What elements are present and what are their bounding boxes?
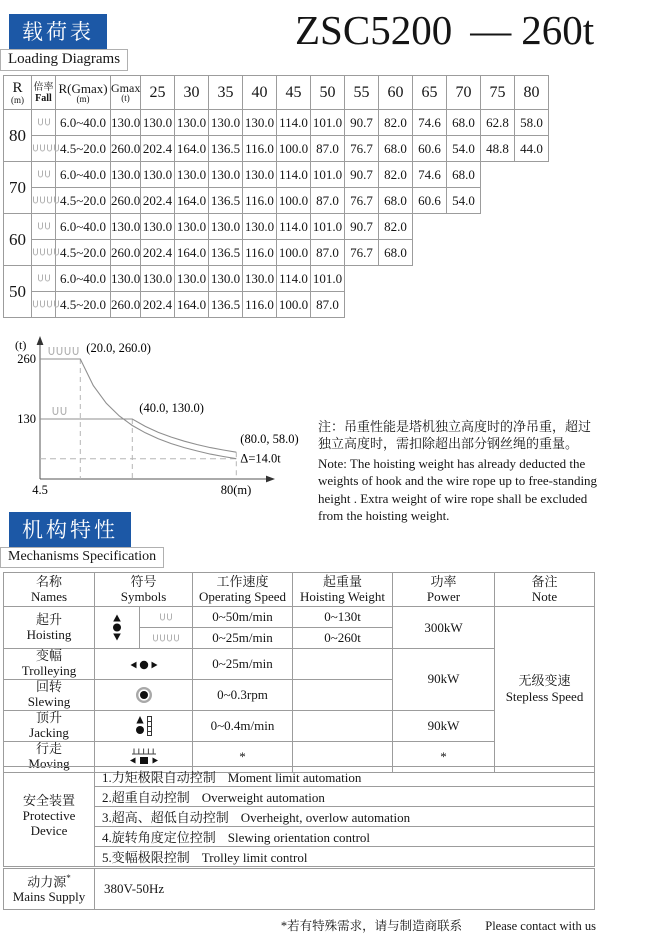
two-fall-curve: [40, 419, 236, 452]
protective-row: [4, 767, 595, 787]
badge-mechanisms-en: Mechanisms Specification: [0, 547, 164, 568]
radius-column-header: 40: [243, 76, 277, 110]
x-axis-arrow-icon: [266, 476, 275, 483]
loading-table-row: [4, 162, 549, 188]
empty-cell: [447, 266, 481, 292]
names-header: 名称 Names: [4, 573, 95, 607]
empty-cell: [515, 214, 549, 240]
load-value: 130.0: [243, 110, 277, 136]
load-value: 68.0: [447, 162, 481, 188]
rgmax-range: 6.0~40.0: [56, 110, 111, 136]
load-value: 164.0: [175, 136, 209, 162]
y-axis-arrow-icon: [37, 336, 44, 345]
footnote-zh: *若有特殊需求，请与制造商联系: [280, 919, 463, 933]
load-value: 60.6: [413, 188, 447, 214]
hoisting-updown-arrow-icon: [111, 614, 123, 641]
hoisting-note: [318, 418, 598, 524]
empty-cell: [515, 162, 549, 188]
hoisting-symbol-cell: [95, 607, 140, 649]
load-value: 116.0: [243, 292, 277, 318]
two-fall-hook-icon: [37, 271, 51, 287]
note-header: 备注 Note: [495, 573, 595, 607]
protective-device-label: 安全装置 Protective Device: [4, 767, 95, 867]
load-value: 202.4: [141, 136, 175, 162]
power-header: 功率 Power: [393, 573, 495, 607]
slewing-symbol-cell: [95, 679, 193, 710]
load-value: 60.6: [413, 136, 447, 162]
load-value: 136.5: [209, 240, 243, 266]
empty-cell: [515, 292, 549, 318]
load-value: 76.7: [345, 188, 379, 214]
load-value: 130.0: [141, 214, 175, 240]
load-value: 136.5: [209, 292, 243, 318]
footnote-en: Please contact with us: [485, 919, 596, 933]
radius-group-label: 70: [4, 162, 32, 214]
mechanisms-header-row: [4, 573, 595, 607]
load-value: 116.0: [243, 240, 277, 266]
load-value: 130.0: [141, 266, 175, 292]
loading-table-row: [4, 188, 549, 214]
empty-cell: [481, 292, 515, 318]
two-fall-hook-icon: [159, 610, 173, 626]
moving-track-arrow-icon: [129, 748, 159, 766]
load-value: 100.0: [277, 240, 311, 266]
protective-item: 1.力矩极限自动控制 Moment limit automation: [95, 767, 595, 787]
load-value: 130.0: [175, 110, 209, 136]
load-value: 114.0: [277, 110, 311, 136]
loading-table-row: [4, 136, 549, 162]
radius-group-label: 80: [4, 110, 32, 162]
fall-cell: [32, 188, 56, 214]
two-fall-hook-icon: [53, 407, 66, 414]
load-value: 76.7: [345, 240, 379, 266]
jacking-symbol-cell: [95, 710, 193, 741]
four-fall-hook-icon: [32, 141, 60, 157]
rgmax-range: 4.5~20.0: [56, 292, 111, 318]
radius-column-header: 45: [277, 76, 311, 110]
load-value: 90.7: [345, 214, 379, 240]
two-fall-hook-icon: [37, 167, 51, 183]
two-fall-hook-icon: [37, 115, 51, 131]
load-value: 164.0: [175, 240, 209, 266]
note-zh: 注：吊重性能是塔机独立高度时的净吊重，超过独立高度时，需扣除超出部分钢丝绳的重量。: [318, 419, 592, 452]
annotation-80-58: (80.0, 58.0): [240, 432, 299, 447]
radius-column-header: 60: [379, 76, 413, 110]
load-value: 130.0: [243, 266, 277, 292]
loading-table-row: [4, 214, 549, 240]
mains-supply-value: 380V-50Hz: [95, 869, 595, 910]
load-value: 54.0: [447, 136, 481, 162]
trolleying-weight: [293, 649, 393, 680]
empty-cell: [413, 240, 447, 266]
load-value: 130.0: [175, 162, 209, 188]
gmax-value: 130.0: [111, 110, 141, 136]
loading-table-row: [4, 266, 549, 292]
empty-cell: [345, 266, 379, 292]
slewing-speed: 0~0.3rpm: [193, 679, 293, 710]
load-value: 48.8: [481, 136, 515, 162]
mains-supply-label: 动力源* Mains Supply: [4, 869, 95, 910]
loading-table: [3, 75, 549, 318]
empty-cell: [379, 266, 413, 292]
loading-table-row: [4, 110, 549, 136]
model-name: ZSC5200: [295, 7, 453, 53]
fall-cell: [32, 162, 56, 188]
load-value: 90.7: [345, 162, 379, 188]
four-fall-hook-icon: [32, 193, 60, 209]
gmax-value: 130.0: [111, 266, 141, 292]
load-value: 202.4: [141, 292, 175, 318]
empty-cell: [481, 266, 515, 292]
radius-column-header: 70: [447, 76, 481, 110]
radius-column-header: 75: [481, 76, 515, 110]
load-value: 130.0: [209, 162, 243, 188]
load-value: 114.0: [277, 162, 311, 188]
rgmax-range: 6.0~40.0: [56, 162, 111, 188]
radius-column-header: 65: [413, 76, 447, 110]
radius-column-header: 35: [209, 76, 243, 110]
load-value: 130.0: [243, 162, 277, 188]
contact-footnote: [0, 916, 596, 934]
load-value: 130.0: [209, 110, 243, 136]
empty-cell: [481, 188, 515, 214]
rgmax-range: 4.5~20.0: [56, 188, 111, 214]
load-value: 82.0: [379, 162, 413, 188]
note-en: Note: The hoisting weight has already deducted the weights of hook and the wire rope up to free-standing height . Extra weight of wire rope shall be excluded from the hoisting weight.: [318, 456, 598, 523]
load-value: 116.0: [243, 136, 277, 162]
empty-cell: [413, 214, 447, 240]
hoisting-weight-1: 0~130t: [293, 607, 393, 628]
hoisting-power: 300kW: [393, 607, 495, 649]
x-origin-label: 4.5: [32, 483, 48, 497]
rgmax-range: 6.0~40.0: [56, 266, 111, 292]
hoisting-name: 起升 Hoisting: [4, 607, 95, 649]
four-fall-hook-icon: [152, 631, 180, 647]
rgmax-header: R(Gmax) (m): [56, 76, 111, 110]
moving-name: 行走 Moving: [4, 741, 95, 772]
fall-cell: [32, 292, 56, 318]
load-value: 130.0: [175, 266, 209, 292]
load-value: 87.0: [311, 292, 345, 318]
load-value: 68.0: [379, 136, 413, 162]
rgmax-range: 4.5~20.0: [56, 240, 111, 266]
empty-cell: [447, 214, 481, 240]
loading-table-row: [4, 240, 549, 266]
four-fall-hook-icon: [32, 297, 60, 313]
load-value: 68.0: [379, 240, 413, 266]
moving-speed: *: [193, 741, 293, 772]
load-value: 130.0: [209, 214, 243, 240]
four-fall-curve: [40, 359, 236, 459]
four-fall-hook-icon: [32, 245, 60, 261]
badge-loading-en: Loading Diagrams: [0, 49, 128, 71]
load-value: 87.0: [311, 188, 345, 214]
protective-item: 3.超高、超低自动控制 Overheight, overlow automation: [95, 807, 595, 827]
load-value: 54.0: [447, 188, 481, 214]
load-value: 101.0: [311, 162, 345, 188]
radius-group-label: 50: [4, 266, 32, 318]
title-dash: —: [470, 7, 512, 53]
fall-header: 倍率 Fall: [32, 76, 56, 110]
protective-item: 5.变幅极限控制 Trolley limit control: [95, 847, 595, 867]
load-value: 164.0: [175, 292, 209, 318]
rgmax-range: 4.5~20.0: [56, 136, 111, 162]
trolley-slew-power: 90kW: [393, 649, 495, 711]
radius-column-header: 30: [175, 76, 209, 110]
y-tick-130: 130: [17, 412, 36, 426]
loading-table-row: [4, 292, 549, 318]
empty-cell: [515, 240, 549, 266]
load-value: 136.5: [209, 188, 243, 214]
slewing-weight: [293, 679, 393, 710]
load-value: 90.7: [345, 110, 379, 136]
mechanisms-table: [3, 572, 595, 773]
gmax-value: 260.0: [111, 240, 141, 266]
load-value: 130.0: [141, 162, 175, 188]
y-axis-label: (t): [15, 338, 27, 352]
page-title: [295, 6, 594, 54]
x-end-label: 80(m): [220, 483, 252, 497]
load-value: 68.0: [379, 188, 413, 214]
trolleying-leftright-arrow-icon: [130, 659, 158, 671]
hoisting-row-1: [4, 607, 595, 628]
empty-cell: [515, 266, 549, 292]
speed-header: 工作速度 Operating Speed: [193, 573, 293, 607]
protective-item: 4.旋转角度定位控制 Slewing orientation control: [95, 827, 595, 847]
gmax-value: 260.0: [111, 188, 141, 214]
radius-group-label: 60: [4, 214, 32, 266]
mechanisms-badge: [0, 512, 164, 568]
fall-cell: [32, 136, 56, 162]
radius-column-header: 25: [141, 76, 175, 110]
gmax-value: 130.0: [111, 214, 141, 240]
load-value: 100.0: [277, 188, 311, 214]
load-value: 202.4: [141, 188, 175, 214]
capacity: 260t: [521, 7, 595, 53]
mains-supply-table: [3, 868, 595, 910]
load-value: 101.0: [311, 266, 345, 292]
radius-column-header: 55: [345, 76, 379, 110]
load-value: 130.0: [209, 266, 243, 292]
gmax-value: 260.0: [111, 292, 141, 318]
load-value: 74.6: [413, 162, 447, 188]
moving-power: *: [393, 741, 495, 772]
load-value: 76.7: [345, 136, 379, 162]
badge-loading-zh: 载荷表: [9, 14, 107, 49]
jacking-speed: 0~0.4m/min: [193, 710, 293, 741]
load-curve-chart: [12, 334, 314, 507]
fall-cell: [32, 110, 56, 136]
trolleying-name: 变幅 Trolleying: [4, 649, 95, 680]
load-value: 136.5: [209, 136, 243, 162]
slewing-name: 回转 Slewing: [4, 679, 95, 710]
empty-cell: [447, 240, 481, 266]
symbols-header: 符号 Symbols: [95, 573, 193, 607]
load-value: 87.0: [311, 240, 345, 266]
rgmax-range: 6.0~40.0: [56, 214, 111, 240]
jacking-name: 顶升 Jacking: [4, 710, 95, 741]
load-value: 100.0: [277, 136, 311, 162]
mains-supply-row: [4, 869, 595, 910]
load-value: 130.0: [141, 110, 175, 136]
badge-mechanisms-zh: 机构特性: [9, 512, 131, 547]
empty-cell: [413, 266, 447, 292]
gmax-value: 130.0: [111, 162, 141, 188]
hoisting-speed-1: 0~50m/min: [193, 607, 293, 628]
hoisting-weight-2: 0~260t: [293, 628, 393, 649]
empty-cell: [413, 292, 447, 318]
four-fall-hook-icon: [49, 347, 78, 354]
stepless-speed-note: 无级变速 Stepless Speed: [495, 607, 595, 773]
fall-cell: [32, 266, 56, 292]
empty-cell: [481, 214, 515, 240]
annotation-delta: Δ=14.0t: [240, 451, 281, 466]
loading-diagrams-badge: [0, 14, 128, 71]
load-value: 74.6: [413, 110, 447, 136]
load-value: 101.0: [311, 110, 345, 136]
weight-header: 起重量 Hoisting Weight: [293, 573, 393, 607]
radius-column-header: 80: [515, 76, 549, 110]
load-value: 100.0: [277, 292, 311, 318]
load-value: 114.0: [277, 214, 311, 240]
jacking-power: 90kW: [393, 710, 495, 741]
y-tick-260: 260: [17, 352, 36, 366]
empty-cell: [515, 188, 549, 214]
empty-cell: [345, 292, 379, 318]
jacking-weight: [293, 710, 393, 741]
radius-column-header: 50: [311, 76, 345, 110]
hoisting-speed-2: 0~25m/min: [193, 628, 293, 649]
load-value: 82.0: [379, 214, 413, 240]
load-value: 130.0: [175, 214, 209, 240]
four-fall-symbol-cell: [140, 628, 193, 649]
load-value: 68.0: [447, 110, 481, 136]
load-value: 130.0: [243, 214, 277, 240]
fall-cell: [32, 240, 56, 266]
load-value: 101.0: [311, 214, 345, 240]
load-value: 82.0: [379, 110, 413, 136]
trolleying-speed: 0~25m/min: [193, 649, 293, 680]
load-value: 164.0: [175, 188, 209, 214]
load-value: 114.0: [277, 266, 311, 292]
empty-cell: [481, 162, 515, 188]
radius-header: R (m): [4, 76, 32, 110]
jacking-up-arrow-ladder-icon: [135, 715, 153, 737]
annotation-40-130: (40.0, 130.0): [139, 401, 204, 415]
protective-item: 2.超重自动控制 Overweight automation: [95, 787, 595, 807]
two-fall-symbol-cell: [140, 607, 193, 628]
load-value: 58.0: [515, 110, 549, 136]
load-value: 44.0: [515, 136, 549, 162]
loading-table-header-row: [4, 76, 549, 110]
gmax-header: Gmax (t): [111, 76, 141, 110]
two-fall-hook-icon: [37, 219, 51, 235]
gmax-value: 260.0: [111, 136, 141, 162]
load-value: 116.0: [243, 188, 277, 214]
empty-cell: [379, 292, 413, 318]
load-value: 87.0: [311, 136, 345, 162]
fall-cell: [32, 214, 56, 240]
empty-cell: [481, 240, 515, 266]
slewing-rotation-icon: [135, 686, 153, 704]
load-value: 202.4: [141, 240, 175, 266]
load-value: 62.8: [481, 110, 515, 136]
trolleying-symbol-cell: [95, 649, 193, 680]
annotation-20-260: (20.0, 260.0): [86, 341, 151, 355]
protective-device-table: [3, 766, 595, 867]
empty-cell: [447, 292, 481, 318]
